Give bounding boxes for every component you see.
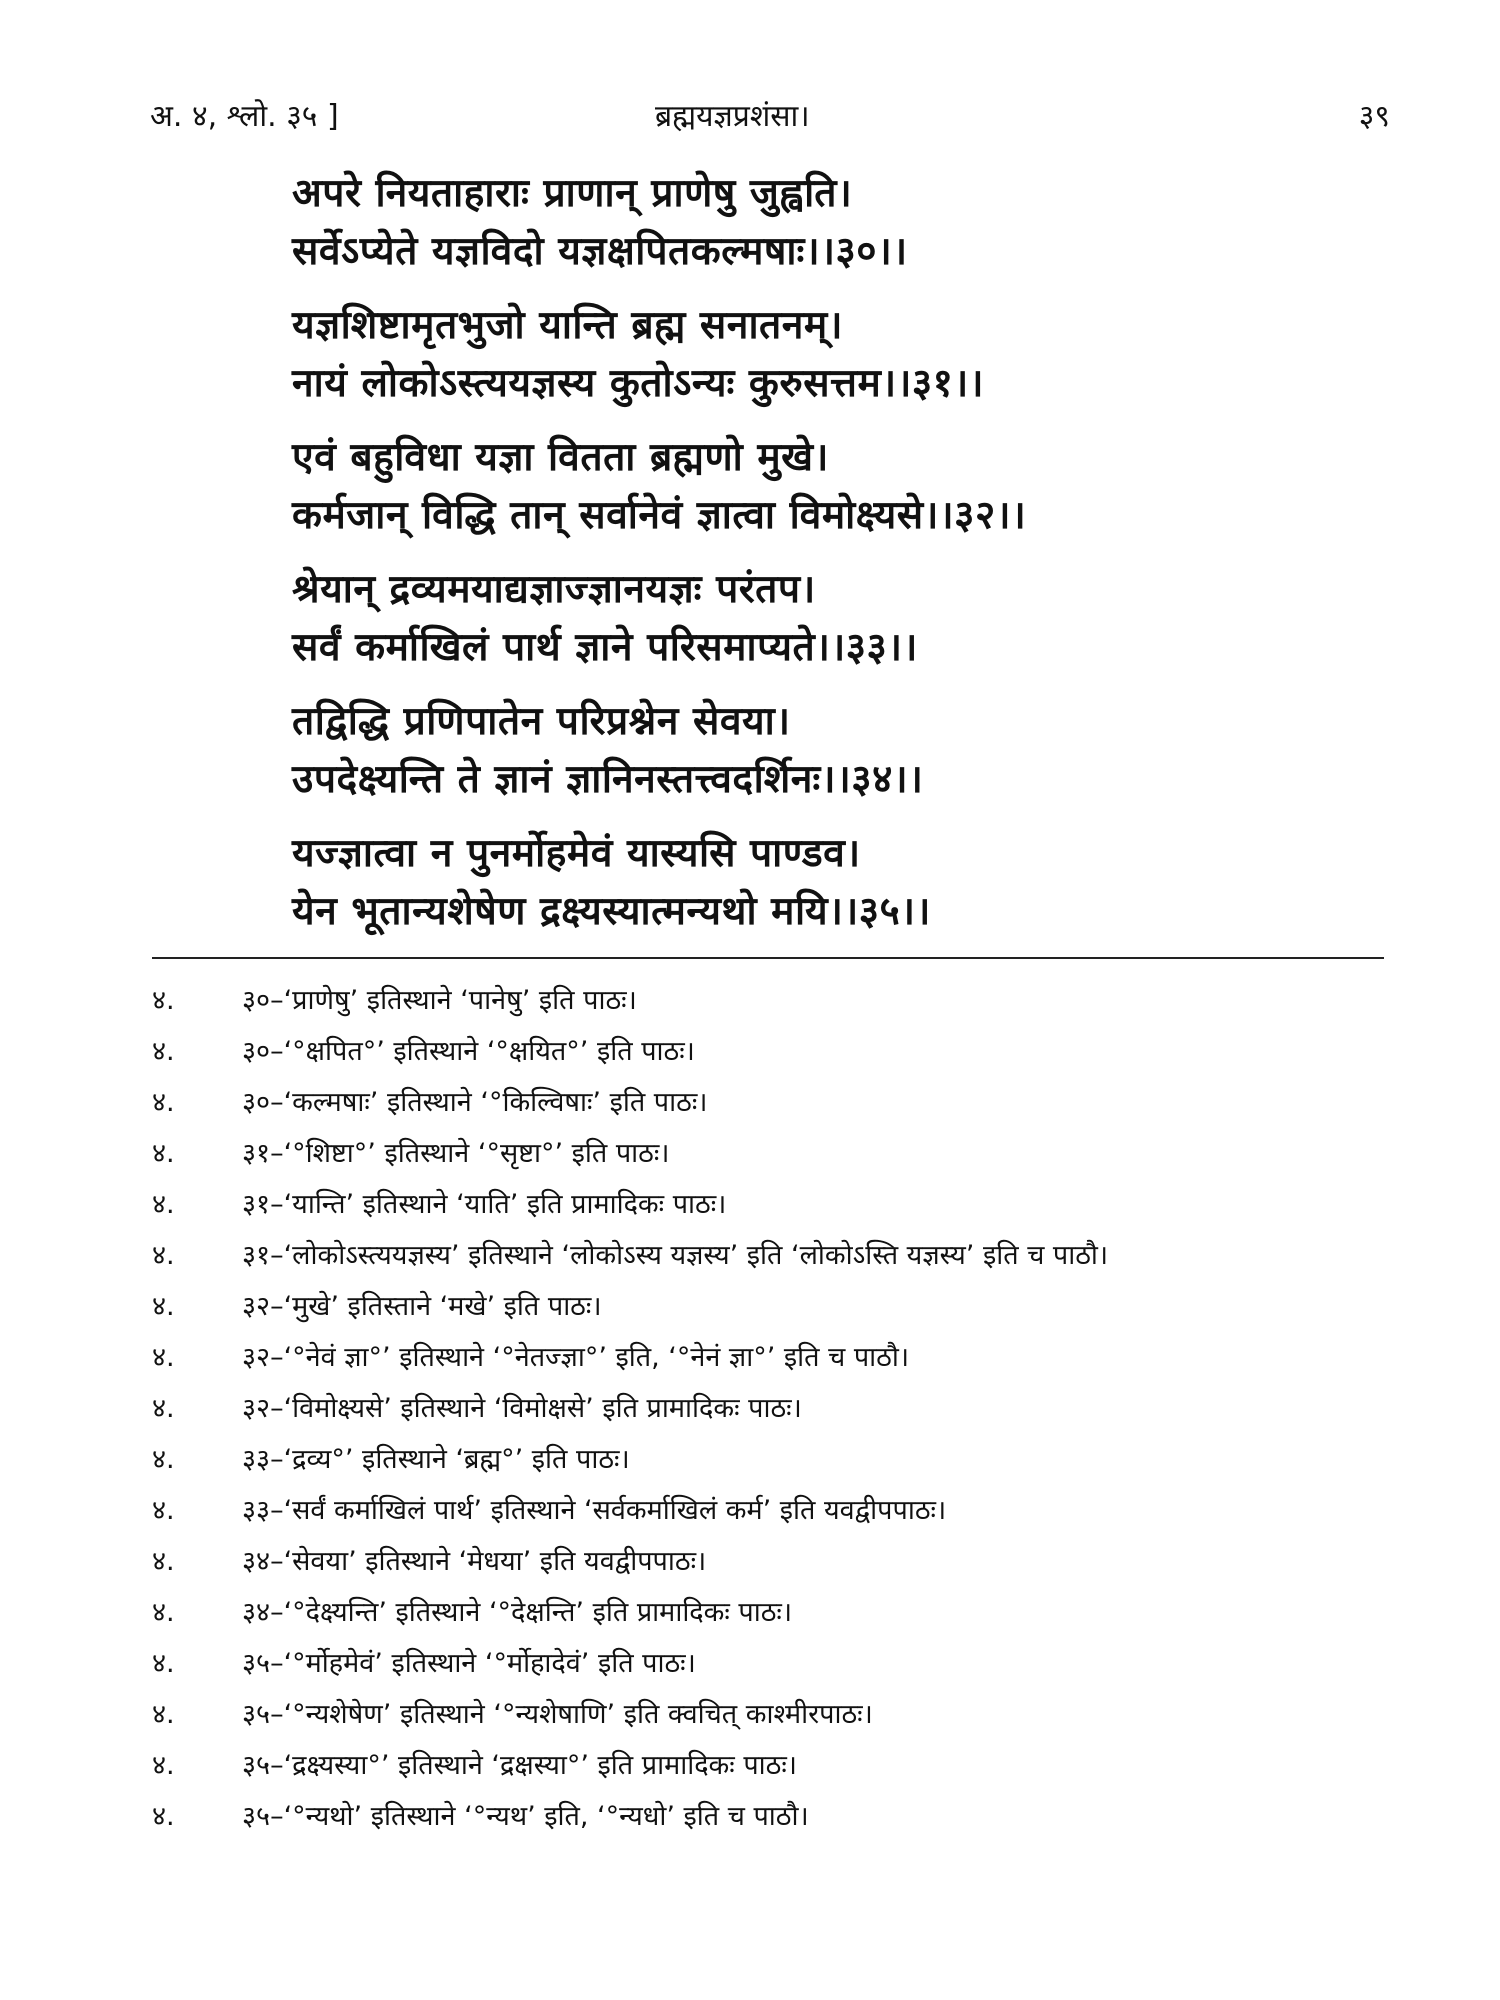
footnote-number: ४. bbox=[152, 1342, 175, 1373]
footnote-number: ४. bbox=[152, 1240, 175, 1271]
footnote-text: ३५–‘°र्मोहमेवं’ इतिस्थाने ‘°र्मोहादेवं’ इति पाठः। bbox=[242, 1648, 696, 1679]
verse-line: सर्वेऽप्येते यज्ञविदो यज्ञक्षपितकल्मषाः।।३०।। bbox=[292, 229, 908, 274]
footnote-item bbox=[152, 1029, 1387, 1075]
verse-line: नायं लोकोऽस्त्ययज्ञस्य कुतोऽन्यः कुरुसत्तम।।३१।। bbox=[292, 361, 985, 406]
footnote-number: ४. bbox=[152, 1750, 175, 1781]
footnote-number: ४. bbox=[152, 1291, 175, 1322]
footnote-number: ४. bbox=[152, 1036, 175, 1067]
verse-line: तद्विद्धि प्रणिपातेन परिप्रश्नेन सेवया। bbox=[292, 699, 791, 744]
page-number: ३९ bbox=[1358, 99, 1390, 134]
verse-line: येन भूतान्यशेषेण द्रक्ष्यस्यात्मन्यथो मयि।।३५।। bbox=[292, 889, 931, 934]
footnote-item bbox=[152, 1488, 1387, 1534]
footnote-text: ३१–‘यान्ति’ इतिस्थाने ‘याति’ इति प्रामादिकः पाठः। bbox=[242, 1189, 727, 1220]
footnote-item bbox=[152, 1641, 1387, 1687]
running-title: ब्रह्मयज्ञप्रशंसा। bbox=[655, 99, 810, 134]
footnote-item bbox=[152, 1182, 1387, 1228]
verse-30 bbox=[292, 165, 1392, 281]
footnote-text: ३१–‘लोकोऽस्त्ययज्ञस्य’ इतिस्थाने ‘लोकोऽस्य यज्ञस्य’ इति ‘लोकोऽस्ति यज्ञस्य’ इति च पाठौ। bbox=[242, 1240, 1109, 1271]
footnote-number: ४. bbox=[152, 1444, 175, 1475]
footnote-item bbox=[152, 1233, 1387, 1279]
footnote-number: ४. bbox=[152, 1138, 175, 1169]
footnote-item bbox=[152, 1131, 1387, 1177]
footnote-number: ४. bbox=[152, 1495, 175, 1526]
footnote-number: ४. bbox=[152, 985, 175, 1016]
footnote-text: ३०–‘प्राणेषु’ इतिस्थाने ‘पानेषु’ इति पाठः। bbox=[242, 985, 637, 1016]
verse-35 bbox=[292, 825, 1392, 941]
footnote-item bbox=[152, 1794, 1387, 1840]
verse-32 bbox=[292, 429, 1392, 545]
footnote-item bbox=[152, 1590, 1387, 1636]
footnote-number: ४. bbox=[152, 1648, 175, 1679]
footnote-item bbox=[152, 978, 1387, 1024]
footnote-text: ३०–‘कल्मषाः’ इतिस्थाने ‘°किल्विषाः’ इति पाठः। bbox=[242, 1087, 708, 1118]
footnote-item bbox=[152, 1284, 1387, 1330]
footnote-text: ३५–‘°न्यथो’ इतिस्थाने ‘°न्यथ’ इति, ‘°न्यधो’ इति च पाठौ। bbox=[242, 1801, 809, 1832]
chapter-verse-reference: अ. ४, श्लो. ३५ ] bbox=[150, 99, 339, 134]
footnote-number: ४. bbox=[152, 1546, 175, 1577]
footnote-text: ३१–‘°शिष्टा°’ इतिस्थाने ‘°सृष्टा°’ इति पाठः। bbox=[242, 1138, 670, 1169]
footnote-text: ३४–‘°देक्ष्यन्ति’ इतिस्थाने ‘°देक्षन्ति’ इति प्रामादिकः पाठः। bbox=[242, 1597, 793, 1628]
footnote-item bbox=[152, 1743, 1387, 1789]
footnote-number: ४. bbox=[152, 1801, 175, 1832]
footnote-item bbox=[152, 1386, 1387, 1432]
verse-33 bbox=[292, 561, 1392, 677]
footnote-text: ३४–‘सेवया’ इतिस्थाने ‘मेधया’ इति यवद्वीपपाठः। bbox=[242, 1546, 707, 1577]
verse-line: उपदेक्ष्यन्ति ते ज्ञानं ज्ञानिनस्तत्त्वदर्शिनः।।३४।। bbox=[292, 757, 924, 802]
footnote-text: ३२–‘विमोक्ष्यसे’ इतिस्थाने ‘विमोक्षसे’ इति प्रामादिकः पाठः। bbox=[242, 1393, 802, 1424]
verse-line: सर्वं कर्माखिलं पार्थ ज्ञाने परिसमाप्यते।।३३।। bbox=[292, 625, 918, 670]
verse-line: यज्ञशिष्टामृतभुजो यान्ति ब्रह्म सनातनम्। bbox=[292, 303, 844, 348]
footnote-divider bbox=[152, 957, 1384, 959]
footnote-item bbox=[152, 1437, 1387, 1483]
verse-line: यज्ज्ञात्वा न पुनर्मोहमेवं यास्यसि पाण्डव। bbox=[292, 831, 861, 876]
verse-line: एवं बहुविधा यज्ञा वितता ब्रह्मणो मुखे। bbox=[292, 435, 829, 480]
verse-34 bbox=[292, 693, 1392, 809]
verse-line: श्रेयान् द्रव्यमयाद्यज्ञाज्ज्ञानयज्ञः परंतप। bbox=[292, 567, 816, 612]
verse-line: कर्मजान् विद्धि तान् सर्वानेवं ज्ञात्वा विमोक्ष्यसे।।३२।। bbox=[292, 493, 1027, 538]
verse-block bbox=[292, 165, 1392, 957]
footnote-number: ४. bbox=[152, 1393, 175, 1424]
footnote-text: ३३–‘सर्वं कर्माखिलं पार्थ’ इतिस्थाने ‘सर्वकर्माखिलं कर्म’ इति यवद्वीपपाठः। bbox=[242, 1495, 947, 1526]
footnote-text: ३२–‘°नेवं ज्ञा°’ इतिस्थाने ‘°नेतज्ज्ञा°’ इति, ‘°नेनं ज्ञा°’ इति च पाठौ। bbox=[242, 1342, 910, 1373]
footnote-item bbox=[152, 1692, 1387, 1738]
footnote-text: ३३–‘द्रव्य°’ इतिस्थाने ‘ब्रह्म°’ इति पाठः। bbox=[242, 1444, 630, 1475]
footnote-item bbox=[152, 1539, 1387, 1585]
footnote-text: ३०–‘°क्षपित°’ इतिस्थाने ‘°क्षयित°’ इति पाठः। bbox=[242, 1036, 695, 1067]
footnotes bbox=[152, 978, 1387, 1845]
footnote-item bbox=[152, 1335, 1387, 1381]
footnote-number: ४. bbox=[152, 1699, 175, 1730]
footnote-text: ३२–‘मुखे’ इतिस्ताने ‘मखे’ इति पाठः। bbox=[242, 1291, 602, 1322]
footnote-item bbox=[152, 1080, 1387, 1126]
verse-31 bbox=[292, 297, 1392, 413]
footnote-number: ४. bbox=[152, 1189, 175, 1220]
footnote-text: ३५–‘द्रक्ष्यस्या°’ इतिस्थाने ‘द्रक्षस्या°’ इति प्रामादिकः पाठः। bbox=[242, 1750, 798, 1781]
footnote-text: ३५–‘°न्यशेषेण’ इतिस्थाने ‘°न्यशेषाणि’ इति क्वचित् काश्मीरपाठः। bbox=[242, 1699, 873, 1730]
verse-line: अपरे नियताहाराः प्राणान् प्राणेषु जुह्वति। bbox=[292, 171, 853, 216]
footnote-number: ४. bbox=[152, 1597, 175, 1628]
footnote-number: ४. bbox=[152, 1087, 175, 1118]
page-header bbox=[150, 92, 1390, 142]
